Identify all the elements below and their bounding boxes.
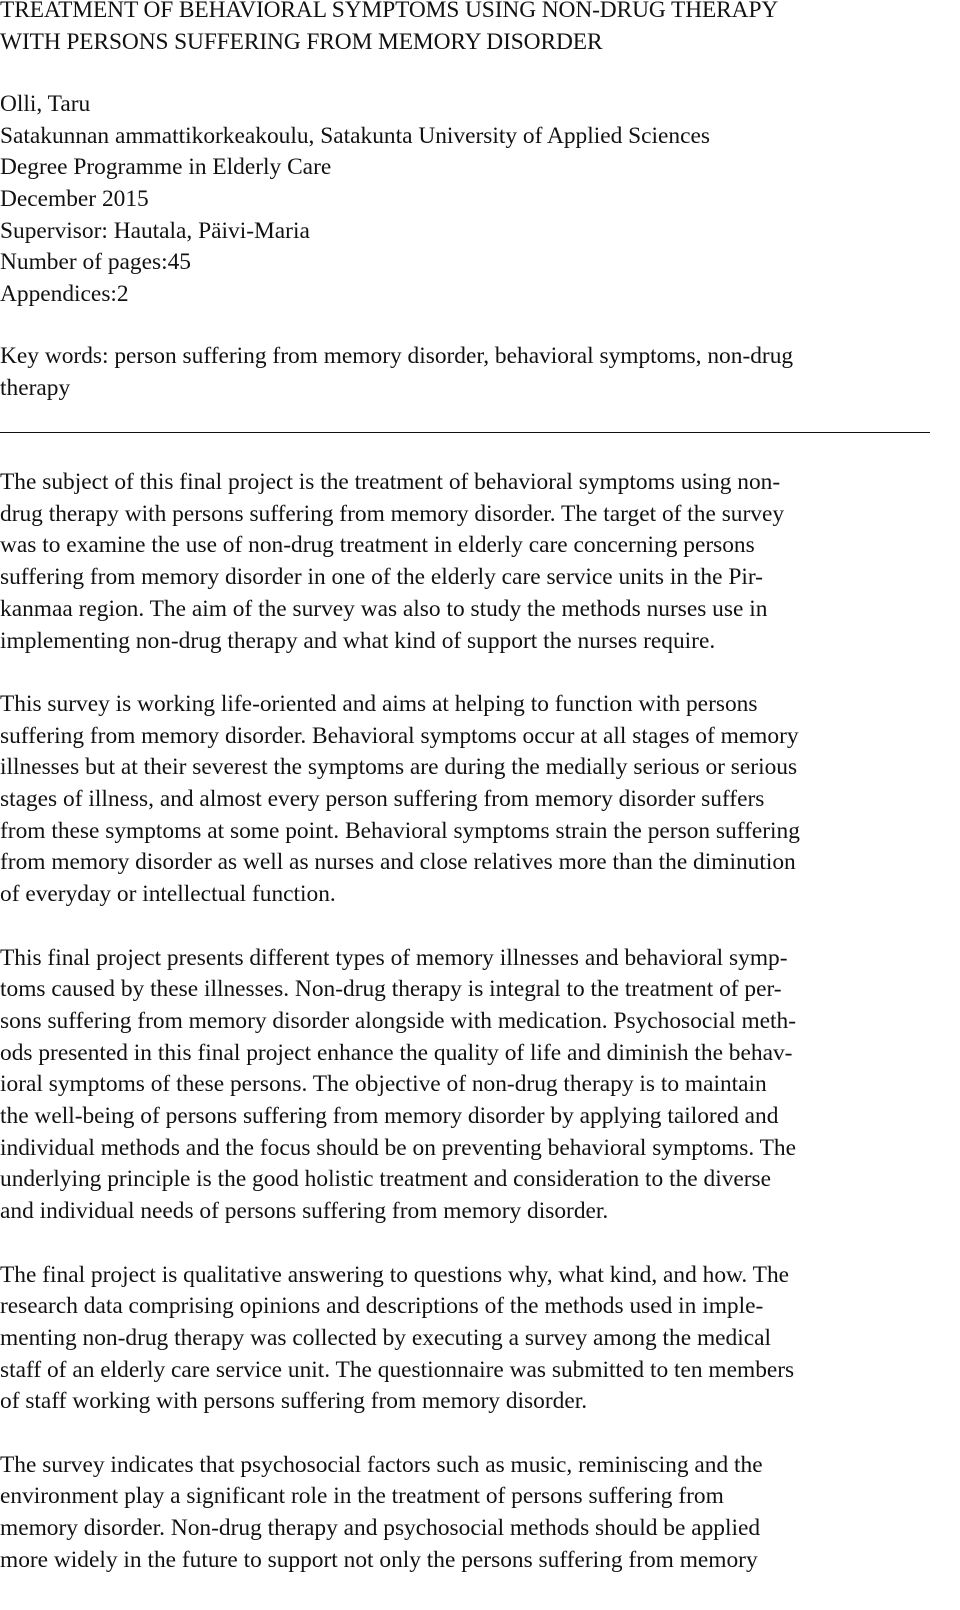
thesis-metadata xyxy=(0,89,945,311)
text-line: The survey indicates that psychosocial factors such as music, reminiscing and the xyxy=(0,1451,763,1478)
institution: Satakunnan ammattikorkeakoulu, Satakunta University of Applied Sciences xyxy=(0,122,710,149)
page-count: Number of pages:45 xyxy=(0,249,191,276)
divider-rule xyxy=(0,432,930,433)
text-line: research data comprising opinions and descriptions of the methods used in imple- xyxy=(0,1293,764,1320)
text-line: was to examine the use of non-drug treatment in elderly care concerning persons xyxy=(0,532,755,559)
keywords xyxy=(0,341,950,404)
text-line: individual methods and the focus should be on preventing behavioral symptoms. The xyxy=(0,1134,797,1161)
keywords-line: Key words: person suffering from memory disorder, behavioral symptoms, non-drug xyxy=(0,343,794,369)
text-line: kanmaa region. The aim of the survey was also to study the methods nurses use in xyxy=(0,595,768,622)
text-line: The subject of this final project is the treatment of behavioral symptoms using non- xyxy=(0,469,781,495)
appendices-count: Appendices:2 xyxy=(0,281,129,308)
text-line: environment play a significant role in the treatment of persons suffering from xyxy=(0,1483,724,1510)
text-line: sons suffering from memory disorder alongside with medication. Psychosocial meth- xyxy=(0,1007,797,1034)
supervisor: Supervisor: Hautala, Päivi-Maria xyxy=(0,217,310,244)
text-line: This survey is working life-oriented and aims at helping to function with persons xyxy=(0,690,758,717)
text-line: implementing non-drug therapy and what kind of support the nurses require. xyxy=(0,627,716,654)
abstract-paragraph xyxy=(0,467,950,657)
text-line: stages of illness, and almost every person suffering from memory disorder suffers xyxy=(0,786,765,813)
text-line: drug therapy with persons suffering from memory disorder. The target of the survey xyxy=(0,500,785,527)
text-line: suffering from memory disorder. Behavioral symptoms occur at all stages of memory xyxy=(0,722,799,749)
author: Olli, Taru xyxy=(0,91,91,117)
text-line: ods presented in this final project enhance the quality of life and diminish the behav- xyxy=(0,1039,793,1066)
text-line: from memory disorder as well as nurses and close relatives more than the diminution xyxy=(0,849,796,876)
text-line: underlying principle is the good holistic treatment and consideration to the diverse xyxy=(0,1166,772,1193)
text-line: of staff working with persons suffering from memory disorder. xyxy=(0,1388,588,1415)
text-line: more widely in the future to support not only the persons suffering from memory xyxy=(0,1546,758,1573)
abstract-paragraph xyxy=(0,1260,950,1419)
text-line: menting non-drug therapy was collected by executing a survey among the medical xyxy=(0,1324,771,1351)
abstract-paragraph xyxy=(0,689,950,911)
text-line: of everyday or intellectual function. xyxy=(0,881,336,908)
abstract-body xyxy=(0,467,950,1608)
text-line: memory disorder. Non-drug therapy and psychosocial methods should be applied xyxy=(0,1515,761,1542)
date: December 2015 xyxy=(0,186,149,213)
text-line: This final project presents different types of memory illnesses and behavioral symp- xyxy=(0,944,788,971)
text-line: The final project is qualitative answering to questions why, what kind, and how. The xyxy=(0,1261,790,1288)
keywords-line: therapy xyxy=(0,374,71,401)
text-line: suffering from memory disorder in one of the elderly care service units in the Pir- xyxy=(0,564,763,591)
text-line: toms caused by these illnesses. Non-drug therapy is integral to the treatment of per- xyxy=(0,976,782,1003)
abstract-paragraph xyxy=(0,1450,950,1577)
text-line: illnesses but at their severest the symptoms are during the medially serious or serious xyxy=(0,754,798,781)
document-title xyxy=(0,0,945,58)
title-line: WITH PERSONS SUFFERING FROM MEMORY DISORDER xyxy=(0,28,603,55)
text-line: from these symptoms at some point. Behavioral symptoms strain the person suffering xyxy=(0,817,800,844)
text-line: staff of an elderly care service unit. The questionnaire was submitted to ten members xyxy=(0,1356,795,1383)
degree-programme: Degree Programme in Elderly Care xyxy=(0,154,332,181)
text-line: and individual needs of persons suffering from memory disorder. xyxy=(0,1198,609,1225)
text-line: the well-being of persons suffering from memory disorder by applying tailored and xyxy=(0,1103,779,1130)
text-line: ioral symptoms of these persons. The objective of non-drug therapy is to maintain xyxy=(0,1071,767,1098)
title-line: TREATMENT OF BEHAVIORAL SYMPTOMS USING NON-DRUG THERAPY xyxy=(0,0,779,23)
abstract-paragraph xyxy=(0,943,950,1228)
